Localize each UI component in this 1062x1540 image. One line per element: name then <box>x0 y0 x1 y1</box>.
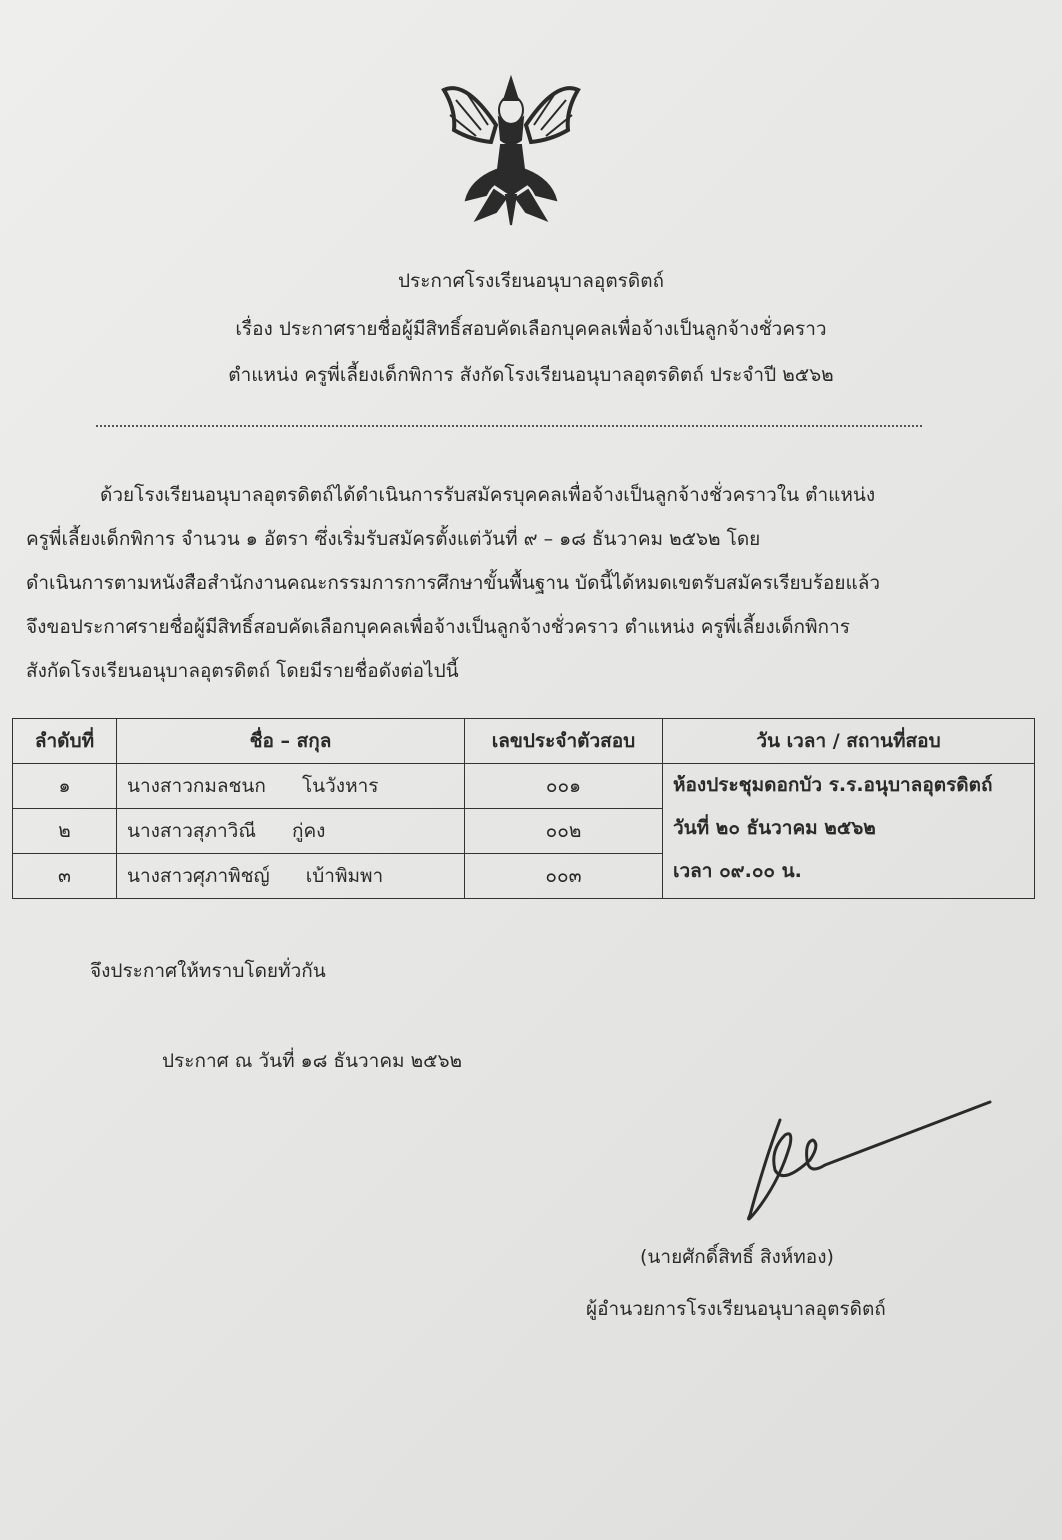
body-line: ดำเนินการตามหนังสือสำนักงานคณะกรรมการการศึกษาขั้นพื้นฐาน บัดนี้ได้หมดเขตรับสมัครเรียบร้อยแล้ว <box>26 572 881 594</box>
exam-date: วันที่ ๒๐ ธันวาคม ๒๕๖๒ <box>673 817 876 839</box>
dotted-divider <box>96 425 922 427</box>
exam-venue: ห้องประชุมดอกบัว ร.ร.อนุบาลอุตรดิตถ์ <box>673 774 993 796</box>
column-header: ลำดับที่ <box>13 719 117 764</box>
exam-time: เวลา ๐๙.๐๐ น. <box>673 860 802 882</box>
signer-title: ผู้อำนวยการโรงเรียนอนุบาลอุตรดิตถ์ <box>586 1298 886 1320</box>
body-line: ด้วยโรงเรียนอนุบาลอุตรดิตถ์ได้ดำเนินการรับสมัครบุคคลเพื่อจ้างเป็นลูกจ้างชั่วคราวใน ตำแหน่ง <box>100 484 876 506</box>
table-header-row <box>13 719 1035 764</box>
announcement-subject: เรื่อง ประกาศรายชื่อผู้มีสิทธิ์สอบคัดเลือกบุคคลเพื่อจ้างเป็นลูกจ้างชั่วคราว <box>235 318 827 340</box>
body-line: จึงขอประกาศรายชื่อผู้มีสิทธิ์สอบคัดเลือกบุคคลเพื่อจ้างเป็นลูกจ้างชั่วคราว ตำแหน่ง ครูพี่เลี้ยงเด็กพิการ <box>26 616 850 638</box>
candidate-name <box>117 764 465 809</box>
exam-id: ๐๐๓ <box>465 854 663 899</box>
closing-text: จึงประกาศให้ทราบโดยทั่วกัน <box>90 960 326 982</box>
signature-icon <box>735 1100 995 1230</box>
first-name: นางสาวสุภาวิณี <box>127 820 256 842</box>
signer-name: (นายศักดิ์สิทธิ์ สิงห์ทอง) <box>640 1246 834 1268</box>
last-name: เบ้าพิมพา <box>305 865 384 887</box>
table-row <box>13 764 1035 809</box>
garuda-emblem-icon <box>436 70 586 230</box>
announcement-heading: ประกาศโรงเรียนอนุบาลอุตรดิตถ์ <box>397 270 665 292</box>
column-header: วัน เวลา / สถานที่สอบ <box>663 719 1035 764</box>
column-header: ชื่อ – สกุล <box>117 719 465 764</box>
exam-schedule-cell <box>663 764 1035 899</box>
row-number: ๑ <box>13 764 117 809</box>
first-name: นางสาวศุภาพิชญ์ <box>127 865 270 887</box>
candidate-name <box>117 854 465 899</box>
body-line: สังกัดโรงเรียนอนุบาลอุตรดิตถ์ โดยมีรายชื่อดังต่อไปนี้ <box>26 660 459 682</box>
announcement-position: ตำแหน่ง ครูพี่เลี้ยงเด็กพิการ สังกัดโรงเรียนอนุบาลอุตรดิตถ์ ประจำปี ๒๕๖๒ <box>228 364 834 386</box>
exam-id: ๐๐๑ <box>465 764 663 809</box>
last-name: โนวังหาร <box>301 775 379 797</box>
candidate-table <box>12 718 1035 899</box>
candidate-name <box>117 809 465 854</box>
column-header: เลขประจำตัวสอบ <box>465 719 663 764</box>
last-name: กู่คง <box>291 820 326 842</box>
body-line: ครูพี่เลี้ยงเด็กพิการ จำนวน ๑ อัตรา ซึ่งเริ่มรับสมัครตั้งแต่วันที่ ๙ – ๑๘ ธันวาคม ๒๕๖๒ โดย <box>26 528 761 550</box>
announcement-date: ประกาศ ณ วันที่ ๑๘ ธันวาคม ๒๕๖๒ <box>162 1050 463 1072</box>
row-number: ๓ <box>13 854 117 899</box>
first-name: นางสาวกมลชนก <box>127 775 266 797</box>
exam-id: ๐๐๒ <box>465 809 663 854</box>
row-number: ๒ <box>13 809 117 854</box>
